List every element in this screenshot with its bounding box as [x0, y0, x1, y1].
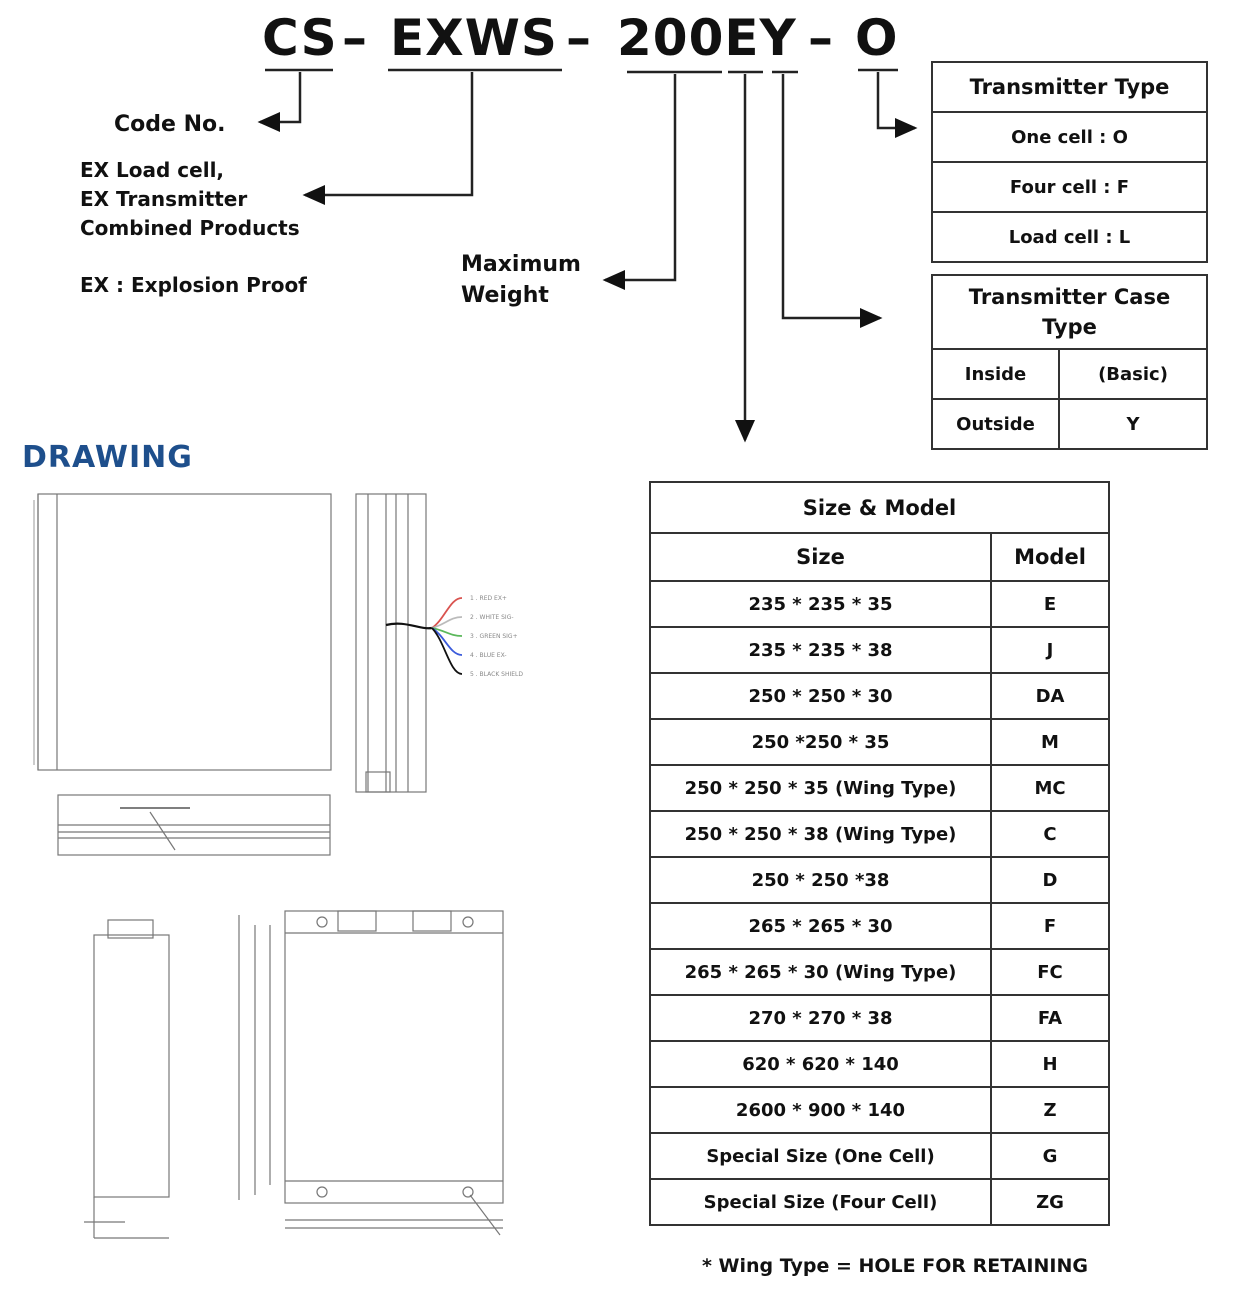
case-outside-label: Outside — [932, 399, 1059, 449]
size-model-table — [649, 481, 1110, 1226]
model-code-sep-1: – — [342, 9, 368, 67]
model-cell: F — [991, 903, 1109, 949]
drawing-title: DRAWING — [22, 440, 193, 475]
model-cell: MC — [991, 765, 1109, 811]
model-cell: D — [991, 857, 1109, 903]
model-code-exws: EXWS — [390, 9, 558, 67]
size-cell: 270 * 270 * 38 — [650, 995, 991, 1041]
size-model-row — [650, 765, 1109, 811]
size-cell: 250 * 250 * 38 (Wing Type) — [650, 811, 991, 857]
product-line-3: Combined Products — [80, 216, 300, 240]
model-cell: ZG — [991, 1179, 1109, 1225]
size-cell: 250 * 250 * 35 (Wing Type) — [650, 765, 991, 811]
transmitter-type-row: Load cell : L — [932, 212, 1207, 262]
model-cell: FA — [991, 995, 1109, 1041]
model-cell: E — [991, 581, 1109, 627]
size-model-row — [650, 1133, 1109, 1179]
cable-wires — [386, 624, 432, 629]
transmitter-case-table — [931, 274, 1208, 450]
size-model-row — [650, 1087, 1109, 1133]
wing-front-view-outline — [285, 911, 503, 1203]
model-code-sep-3: – — [808, 9, 834, 67]
explosion-proof-label: EX : Explosion Proof — [80, 273, 307, 297]
size-cell: 620 * 620 * 140 — [650, 1041, 991, 1087]
size-model-row — [650, 1179, 1109, 1225]
model-cell: G — [991, 1133, 1109, 1179]
product-line-1: EX Load cell, — [80, 158, 225, 182]
size-model-row — [650, 811, 1109, 857]
model-cell: DA — [991, 673, 1109, 719]
size-model-row — [650, 857, 1109, 903]
wing-side-view-outline — [94, 935, 169, 1197]
max-weight-label-2: Weight — [461, 283, 549, 308]
max-weight-label-1: Maximum — [461, 252, 581, 277]
model-cell: C — [991, 811, 1109, 857]
size-model-row — [650, 719, 1109, 765]
size-model-row — [650, 1041, 1109, 1087]
model-cell: Z — [991, 1087, 1109, 1133]
model-cell: FC — [991, 949, 1109, 995]
side-view-outline — [356, 494, 426, 792]
transmitter-case-title-line-2: Type — [1042, 315, 1097, 339]
size-column-header: Size — [650, 533, 991, 581]
model-code-o: O — [855, 9, 899, 67]
wire-label: 2 . WHITE SIG- — [470, 614, 514, 621]
front-view-outline — [38, 494, 331, 770]
wire-2 — [432, 617, 462, 628]
wire-label: 1 . RED EX+ — [470, 595, 507, 602]
transmitter-type-table — [931, 61, 1208, 263]
size-model-row — [650, 581, 1109, 627]
product-line-2: EX Transmitter — [80, 187, 248, 211]
size-cell: 250 * 250 *38 — [650, 857, 991, 903]
size-cell: Special Size (One Cell) — [650, 1133, 991, 1179]
size-cell: 265 * 265 * 30 — [650, 903, 991, 949]
size-model-row — [650, 949, 1109, 995]
size-model-row — [650, 673, 1109, 719]
model-column-header: Model — [991, 533, 1109, 581]
size-model-title: Size & Model — [650, 482, 1109, 533]
size-cell: 265 * 265 * 30 (Wing Type) — [650, 949, 991, 995]
model-code-cs: CS — [262, 9, 338, 67]
size-cell: 235 * 235 * 38 — [650, 627, 991, 673]
wire-label: 4 . BLUE EX- — [470, 652, 507, 659]
wing-type-footnote: * Wing Type = HOLE FOR RETAINING — [702, 1255, 1088, 1277]
transmitter-type-row: Four cell : F — [932, 162, 1207, 212]
transmitter-case-title-line-1: Transmitter Case — [968, 285, 1171, 309]
wire-label: 5 . BLACK SHIELD — [470, 671, 524, 678]
model-cell: M — [991, 719, 1109, 765]
size-model-row — [650, 903, 1109, 949]
model-cell: J — [991, 627, 1109, 673]
size-cell: 2600 * 900 * 140 — [650, 1087, 991, 1133]
wire-1 — [432, 598, 462, 628]
case-outside-code: Y — [1059, 399, 1207, 449]
transmitter-type-title: Transmitter Type — [932, 62, 1207, 112]
size-cell: Special Size (Four Cell) — [650, 1179, 991, 1225]
size-model-row — [650, 995, 1109, 1041]
size-model-row — [650, 627, 1109, 673]
model-code-200ey: 200EY — [617, 9, 797, 67]
case-inside-label: Inside — [932, 349, 1059, 399]
wire-label: 3 . GREEN SIG+ — [470, 633, 518, 640]
size-cell: 250 * 250 * 30 — [650, 673, 991, 719]
size-cell: 250 *250 * 35 — [650, 719, 991, 765]
model-code-sep-2: – — [566, 9, 592, 67]
transmitter-case-title — [932, 275, 1207, 349]
size-cell: 235 * 235 * 35 — [650, 581, 991, 627]
transmitter-type-row: One cell : O — [932, 112, 1207, 162]
model-cell: H — [991, 1041, 1109, 1087]
case-inside-code: (Basic) — [1059, 349, 1207, 399]
code-no-label: Code No. — [114, 112, 226, 137]
